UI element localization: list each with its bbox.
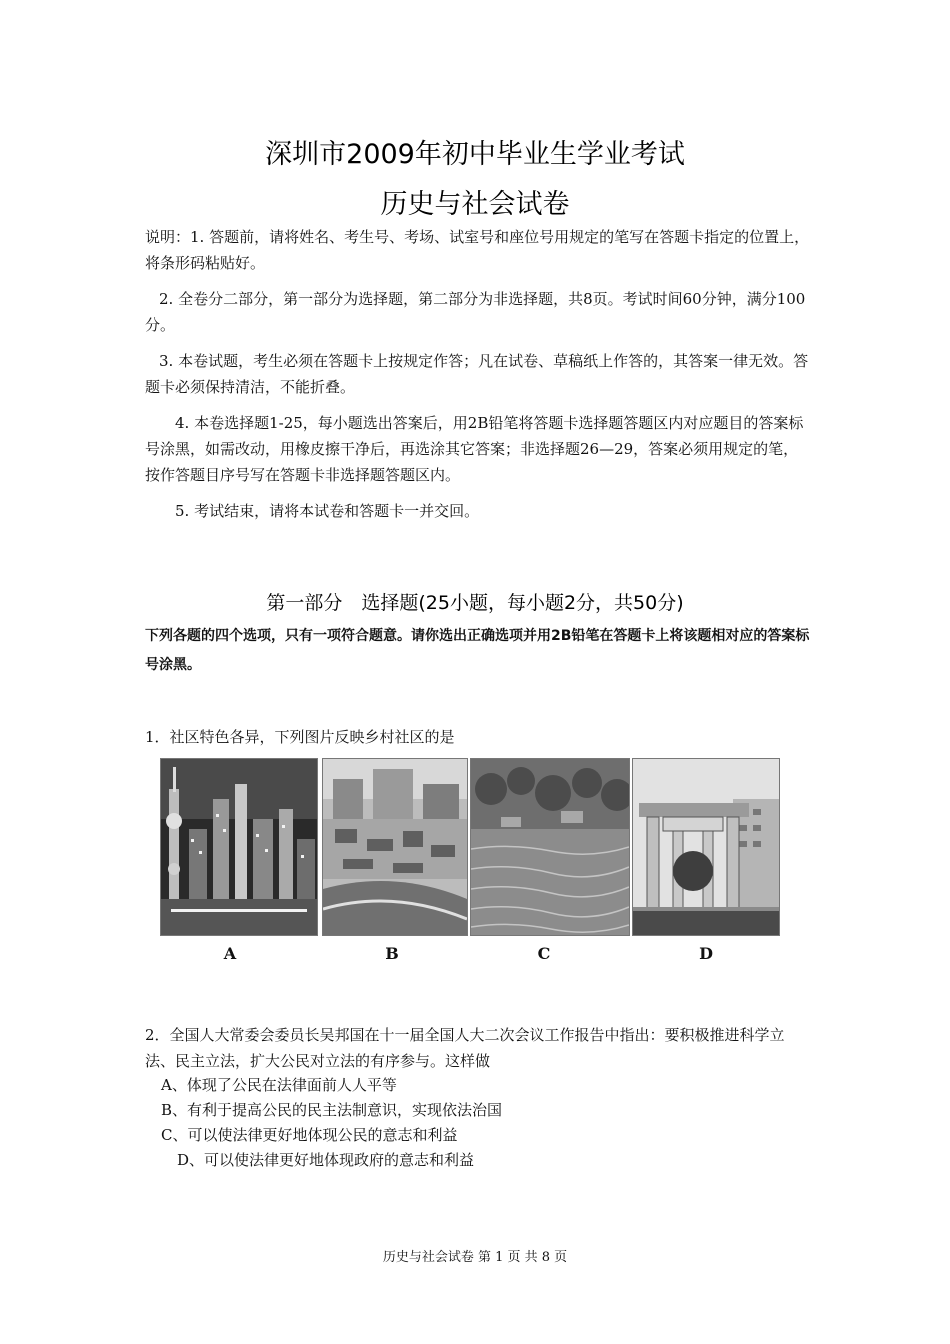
instruction-5: 5. 考试结束，请将本试卷和答题卡一并交回。 — [175, 502, 480, 520]
page-footer: 历史与社会试卷 第 1 页 共 8 页 — [382, 1250, 568, 1265]
section-title: 第一部分 选择题(25小题，每小题2分，共50分) — [266, 592, 684, 614]
question-2-option-a: A、体现了公民在法律面前人人平等 — [161, 1076, 397, 1094]
photo-city-skyline — [160, 758, 318, 936]
question-1-photos — [158, 758, 798, 970]
photo-memorial-archway — [632, 758, 780, 936]
instruction-1: 说明：1. 答题前，请将姓名、考生号、考场、试室号和座位号用规定的笔写在答题卡指定的位置上，将条形码粘贴好。 — [145, 228, 810, 272]
question-2-stem: 2．全国人大常委会委员长吴邦国在十一届全国人大二次会议工作报告中指出：要积极推进科学立法、民主立法，扩大公民对立法的有序参与。这样做 — [145, 1026, 785, 1070]
instruction-2: 2. 全卷分二部分，第一部分为选择题，第二部分为非选择题，共8页。考试时间60分钟，满分100分。 — [145, 290, 806, 334]
photo-rural-water — [470, 758, 630, 936]
question-2-option-c: C、可以使法律更好地体现公民的意志和利益 — [161, 1126, 458, 1144]
instruction-3: 3. 本卷试题，考生必须在答题卡上按规定作答；凡在试卷、草稿纸上作答的，其答案一律无效。答题卡必须保持清洁，不能折叠。 — [145, 352, 809, 396]
photo-label-b: B — [385, 944, 399, 963]
question-2-option-d: D、可以使法律更好地体现政府的意志和利益 — [177, 1151, 475, 1169]
section-intro: 下列各题的四个选项，只有一项符合题意。请你选出正确选项并用2B铅笔在答题卡上将该题相对应的答案标号涂黑。 — [145, 628, 810, 673]
photo-label-d: D — [699, 944, 713, 963]
photo-label-a: A — [223, 944, 237, 963]
exam-title: 深圳市2009年初中毕业生学业考试 — [265, 139, 685, 170]
exam-subtitle: 历史与社会试卷 — [380, 189, 570, 220]
question-2-option-b: B、有利于提高公民的民主法制意识，实现依法治国 — [161, 1101, 503, 1119]
photo-industrial-area — [322, 758, 468, 936]
question-1-stem: 1．社区特色各异，下列图片反映乡村社区的是 — [145, 728, 455, 746]
photo-label-c: C — [537, 944, 551, 963]
instruction-4: 4. 本卷选择题1-25，每小题选出答案后，用2B铅笔将答题卡选择题答题区内对应题目的答案标号涂黑，如需改动，用橡皮擦干净后，再选涂其它答案；非选择题26—29，答案必须用规定的笔，按作答题目序号写在答题卡非选择题答题区内。 — [145, 414, 804, 484]
